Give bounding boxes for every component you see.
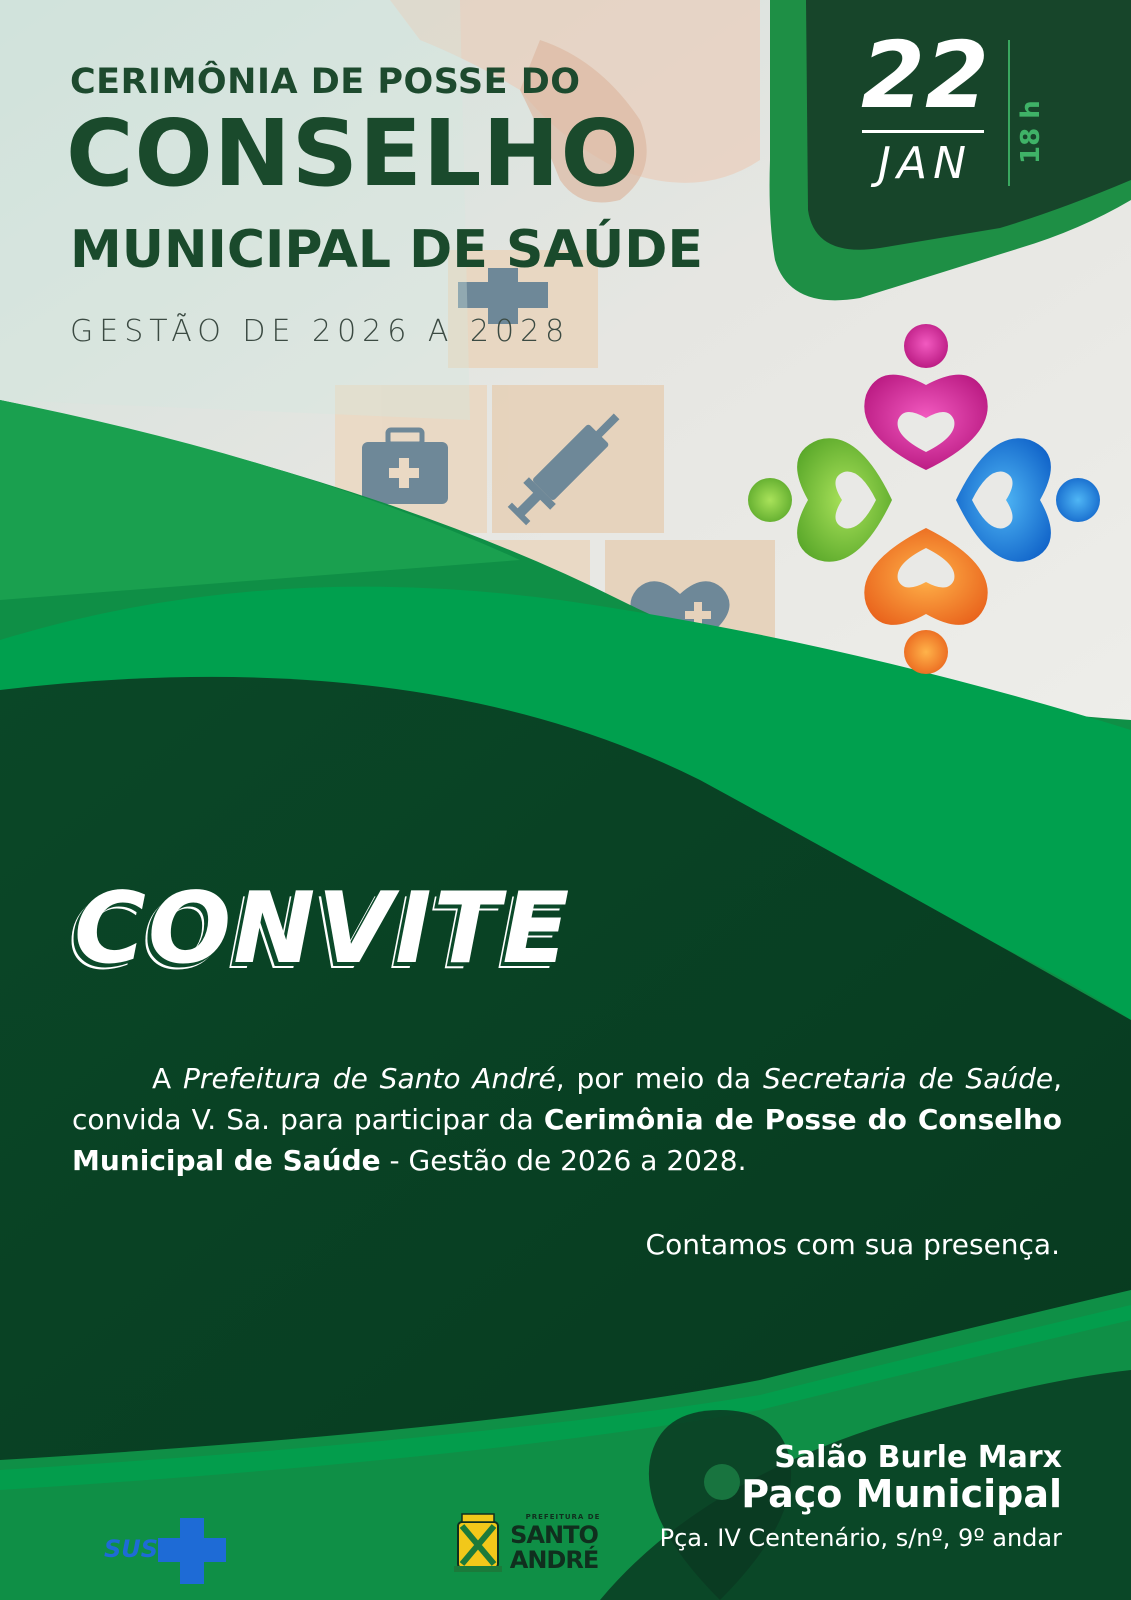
invite-heading: CONVITE — [74, 872, 572, 986]
sus-logo-text: SUS — [104, 1535, 159, 1563]
invite-text-part: , convida V. Sa. para participar da — [72, 1062, 1063, 1136]
santo-andre-logo-line1: SANTO — [510, 1521, 598, 1549]
invite-body — [72, 1058, 1062, 1181]
santo-andre-logo-small: PREFEITURA DE — [525, 1513, 601, 1521]
date-month: JAN — [878, 138, 972, 189]
invite-text-part: , por meio da — [555, 1062, 752, 1095]
location-address: Pça. IV Centenário, s/nº, 9º andar — [659, 1524, 1062, 1552]
council-subtitle: MUNICIPAL DE SAÚDE — [70, 220, 703, 280]
invite-text-ceremony: Cerimônia de Posse do Conselho Municipal de Saúde — [72, 1103, 1063, 1177]
invite-text-city-hall: Prefeitura de Santo André — [183, 1062, 556, 1095]
invite-text-part: A — [152, 1062, 172, 1095]
invite-text-part: - Gestão de 2026 a 2028. — [389, 1144, 747, 1177]
date-hour-separator — [1008, 40, 1010, 186]
santo-andre-crest — [454, 1514, 502, 1572]
location-building: Paço Municipal — [741, 1472, 1062, 1516]
santo-andre-logo-name — [504, 1523, 604, 1573]
council-title: CONSELHO — [66, 100, 640, 207]
invite-text-health-dept: Secretaria de Saúde — [762, 1062, 1054, 1095]
date-hour: 18 h — [1016, 100, 1046, 164]
management-term: GESTÃO DE 2026 A 2028 — [70, 314, 571, 349]
santo-andre-logo-line2: ANDRÉ — [509, 1546, 599, 1574]
ceremony-kicker: CERIMÔNIA DE POSSE DO — [70, 62, 581, 102]
date-day: 22 — [860, 22, 990, 129]
invite-closing: Contamos com sua presença. — [645, 1228, 1060, 1261]
date-divider — [862, 130, 984, 133]
location-hall: Salão Burle Marx — [774, 1440, 1062, 1475]
